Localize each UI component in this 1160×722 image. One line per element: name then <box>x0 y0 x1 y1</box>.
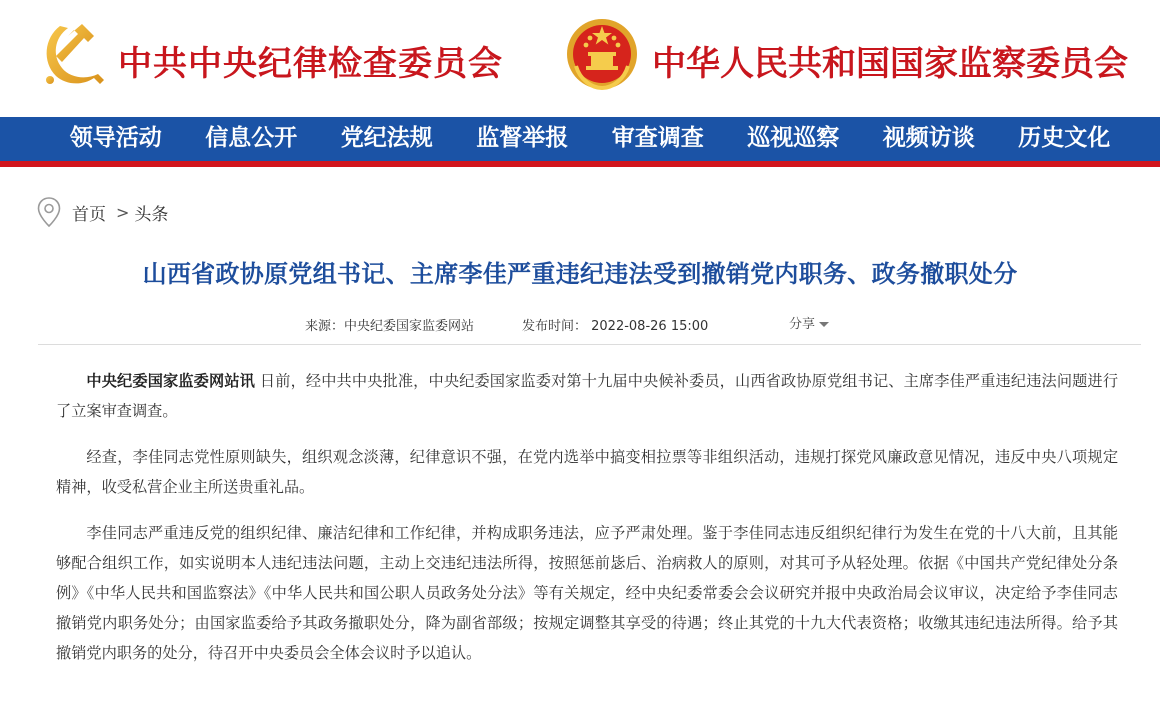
paragraph-2: 经查，李佳同志党性原则缺失，组织观念淡薄，纪律意识不强，在党内选举中搞变相拉票等非组织活动，违规打探党风廉政意见情况，违反中央八项规定精神，收受私营企业主所送贵重礼品。 <box>56 448 1118 496</box>
nav-item-leadership[interactable]: 领导活动 <box>69 124 162 151</box>
share-button[interactable] <box>789 313 829 332</box>
breadcrumb-home-link[interactable]: 首页 <box>72 204 106 225</box>
nav-item-history[interactable]: 历史文化 <box>1018 124 1111 151</box>
meta-divider <box>38 344 1141 345</box>
nav-item-report[interactable]: 监督举报 <box>476 124 569 151</box>
nav-item-regulations[interactable]: 党纪法规 <box>340 124 433 151</box>
article-body <box>56 366 1118 684</box>
breadcrumb-separator: > <box>116 202 130 222</box>
nav-item-inspection[interactable]: 巡视巡察 <box>747 124 840 151</box>
main-nav <box>0 117 1160 161</box>
nav-item-investigation[interactable]: 审查调查 <box>611 124 704 151</box>
article-meta <box>0 313 1160 333</box>
site-header <box>0 0 1160 117</box>
nav-list <box>48 117 1132 161</box>
location-pin-icon <box>36 196 62 228</box>
nav-accent-line <box>0 161 1160 167</box>
paragraph-3: 李佳同志严重违反党的组织纪律、廉洁纪律和工作纪律，并构成职务违法，应予严肃处理。鉴于李佳同志违反组织纪律行为发生在党的十八大前，且其能够配合组织工作，如实说明本人违纪违法问题，主动上交违纪违法所得，按照惩前毖后、治病救人的原则，对其可予从轻处理。依据《中国共产党纪律处分条例》《中华人民共和国监察法》《中华人民共和国公职人员政务处分法》等有关规定，经中央纪委常委会会议研究并报中央政治局会议审议，决定给予李佳同志撤销党内职务处分；由国家监委给予其政务撤职处分，降为副省部级；按规定调整其享受的待遇；终止其党的十九大代表资格；收缴其违纪违法所得。给予其撤销党内职务的处分，待召开中央委员会全体会议时予以追认。 <box>56 524 1118 662</box>
article-title: 山西省政协原党组书记、主席李佳严重违纪违法受到撤销党内职务、政务撤职处分 <box>142 260 1018 288</box>
chevron-down-icon <box>819 322 829 327</box>
nav-item-video[interactable]: 视频访谈 <box>882 124 975 151</box>
breadcrumb <box>36 196 168 228</box>
article-source: 来源：中央纪委国家监委网站 <box>305 319 475 334</box>
share-label: 分享 <box>789 317 816 332</box>
party-emblem-icon[interactable] <box>38 18 104 88</box>
left-org-title[interactable]: 中共中央纪律检查委员会 <box>118 44 503 84</box>
lead-bold-text: 中央纪委国家监委网站讯 <box>86 372 255 390</box>
paragraph-1 <box>56 366 1118 426</box>
breadcrumb-current[interactable]: 头条 <box>134 204 169 225</box>
nav-item-info-disclosure[interactable]: 信息公开 <box>205 124 298 151</box>
paragraph-1-text: 日前，经中共中央批准，中央纪委国家监委对第十九届中央候补委员，山西省政协原党组书记、主席李佳严重违纪违法问题进行了立案审查调查。 <box>56 372 1119 420</box>
article-publish-time: 发布时间： 2022-08-26 15:00 <box>522 319 709 334</box>
right-org-title[interactable]: 中华人民共和国国家监察委员会 <box>652 44 1128 84</box>
national-emblem-icon[interactable] <box>566 16 638 92</box>
